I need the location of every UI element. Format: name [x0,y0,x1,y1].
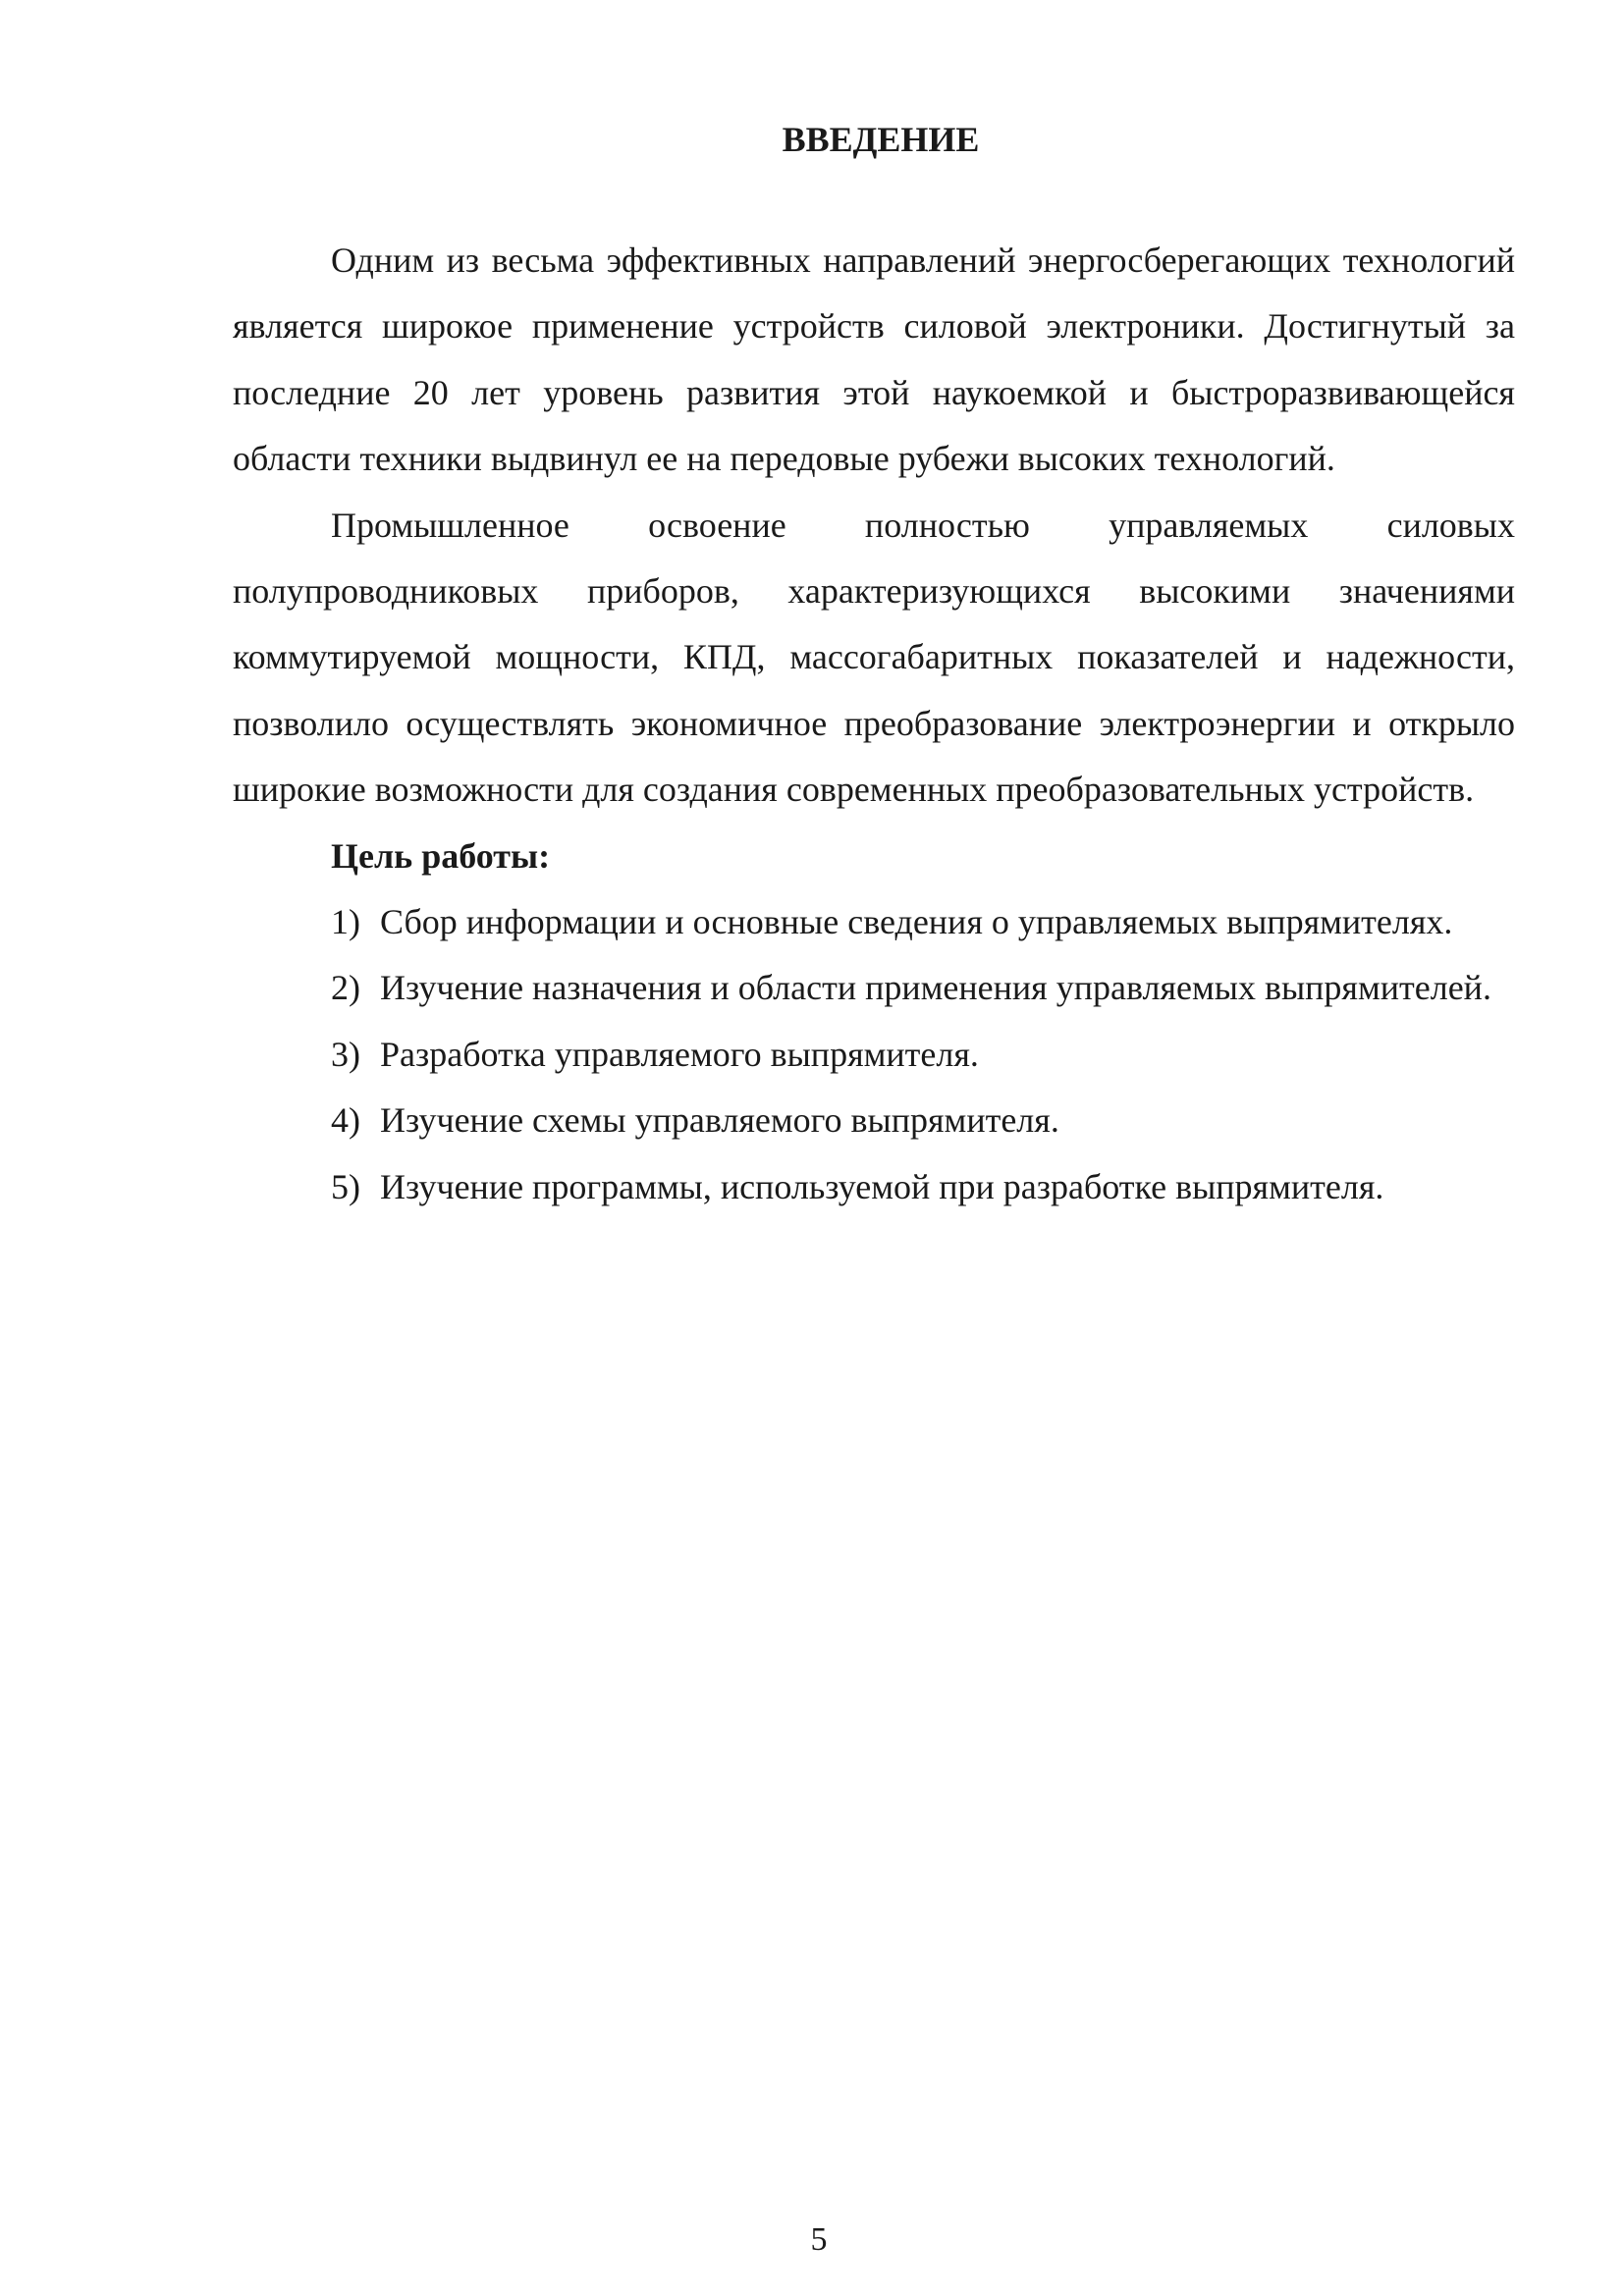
goal-item [233,1154,1515,1220]
goal-text: Изучение схемы управляемого выпрямителя. [380,1100,1059,1141]
goal-title: Цель работы: [331,835,551,876]
goal-text: Разработка управляемого выпрямителя. [380,1034,979,1074]
goal-number: 2) [331,968,360,1008]
page-number: 5 [810,2221,828,2258]
goal-text: Сбор информации и основные сведения о управляемых выпрямителях. [380,902,1453,942]
goal-item [233,889,1515,955]
goal-list [233,889,1515,1220]
page-content [233,116,1515,1220]
section-heading: ВВЕДЕНИЕ [782,120,980,159]
goal-text: Изучение программы, используемой при разработке выпрямителя. [380,1166,1384,1206]
goal-text: Изучение назначения и области применения управляемых выпрямителей. [380,968,1491,1008]
goal-item [233,1088,1515,1153]
goal-item [233,1022,1515,1088]
goal-number: 4) [331,1100,360,1141]
goal-number: 3) [331,1034,360,1074]
goal-number: 1) [331,902,360,942]
goal-number: 5) [331,1166,360,1206]
intro-paragraph-2: Промышленное освоение полностью управляемых силовых полупроводниковых приборов, характеризующихся высокими значениями коммутируемой мощности, КПД, массогабаритных показателей и надежности, позволило осуществлять экономичное преобразование электроэнергии и открыло широкие возможности для создания современных преобразовательных устройств. [233,505,1515,810]
intro-paragraph-1: Одним из весьма эффективных направлений энергосберегающих технологий является широкое применение устройств силовой электроники. Достигнутый за последние 20 лет уровень развития этой наукоемкой и быстроразвивающейся области техники выдвинул ее на передовые рубежи высоких технологий. [233,240,1515,479]
goal-item [233,955,1515,1021]
